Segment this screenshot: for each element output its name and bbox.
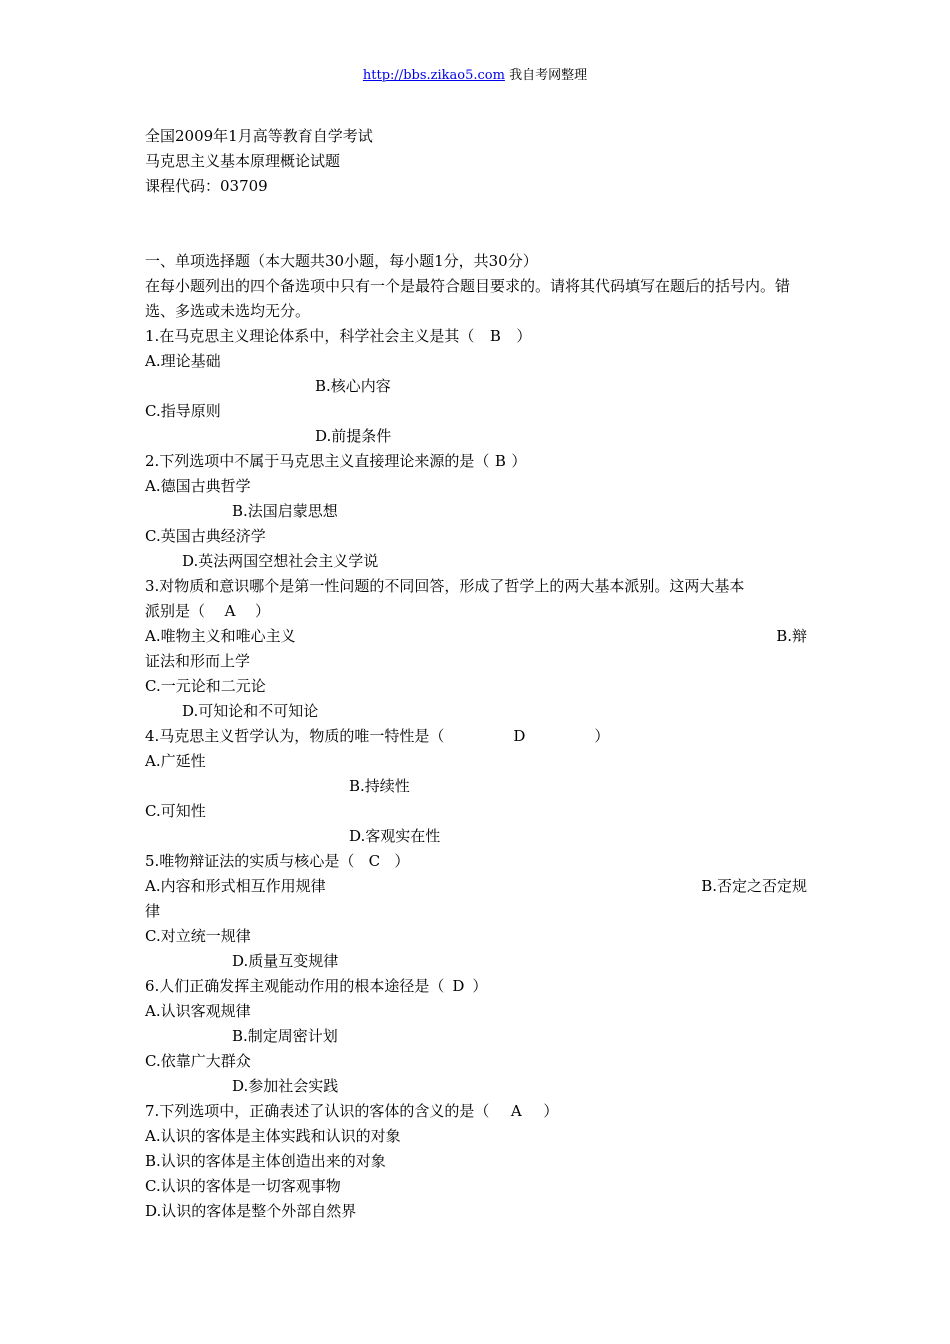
question-5-option-a: A.内容和形式相互作用规律 bbox=[145, 877, 326, 895]
question-5-option-c: C.对立统一规律 bbox=[145, 927, 251, 945]
subject-title: 马克思主义基本原理概论试题 bbox=[145, 152, 341, 170]
question-2-option-b: B.法国启蒙思想 bbox=[232, 502, 338, 520]
question-6-option-b: B.制定周密计划 bbox=[232, 1027, 338, 1045]
exam-document bbox=[145, 124, 807, 1224]
question-7-option-d: D.认识的客体是整个外部自然界 bbox=[145, 1202, 357, 1220]
question-7-stem: 7.下列选项中，正确表述了认识的客体的含义的是（ A ） bbox=[145, 1099, 807, 1124]
exam-title: 全国2009年1月高等教育自学考试 bbox=[145, 127, 373, 145]
course-code: 课程代码：03709 bbox=[145, 177, 268, 195]
answer-6: D bbox=[452, 977, 465, 995]
answer-5: C bbox=[368, 852, 381, 870]
page-header bbox=[0, 66, 950, 86]
question-6-option-c: C.依靠广大群众 bbox=[145, 1052, 251, 1070]
question-5-stem: 5.唯物辩证法的实质与核心是（ C ） bbox=[145, 849, 807, 874]
question-5-option-b-tail: 律 bbox=[145, 902, 161, 920]
section-instructions: 在每小题列出的四个备选项中只有一个是最符合题目要求的。请将其代码填写在题后的括号内。错选、多选或未选均无分。 bbox=[145, 277, 791, 320]
answer-7: A bbox=[510, 1102, 522, 1120]
answer-2: B bbox=[494, 452, 506, 470]
question-1-option-d: D.前提条件 bbox=[315, 427, 392, 445]
question-2-option-c: C.英国古典经济学 bbox=[145, 527, 266, 545]
answer-1: B bbox=[489, 327, 501, 345]
question-4-option-c: C.可知性 bbox=[145, 802, 206, 820]
question-3-option-d: D.可知论和不可知论 bbox=[182, 702, 319, 720]
question-3-stem-line1: 3.对物质和意识哪个是第一性问题的不同回答，形成了哲学上的两大基本派别。这两大基本 bbox=[145, 577, 745, 595]
question-7-option-a: A.认识的客体是主体实践和认识的对象 bbox=[145, 1127, 401, 1145]
question-6-option-d: D.参加社会实践 bbox=[232, 1077, 339, 1095]
question-1-option-a: A.理论基础 bbox=[145, 352, 221, 370]
section-heading: 一、单项选择题（本大题共30小题，每小题1分，共30分） bbox=[145, 252, 538, 270]
question-3-option-a: A.唯物主义和唯心主义 bbox=[145, 627, 296, 645]
answer-4: D bbox=[513, 727, 526, 745]
source-credit: 我自考网整理 bbox=[504, 68, 588, 83]
question-2-option-a: A.德国古典哲学 bbox=[145, 477, 251, 495]
question-3-option-row bbox=[145, 624, 807, 649]
question-3-option-c: C.一元论和二元论 bbox=[145, 677, 266, 695]
question-5-option-b-head: B.否定之否定规 bbox=[701, 877, 807, 895]
question-6-option-a: A.认识客观规律 bbox=[145, 1002, 251, 1020]
question-4-stem: 4.马克思主义哲学认为，物质的唯一特性是（ D ） bbox=[145, 724, 807, 749]
question-1-option-b: B.核心内容 bbox=[315, 377, 391, 395]
question-3-option-b-tail: 证法和形而上学 bbox=[145, 652, 251, 670]
question-4-option-d: D.客观实在性 bbox=[349, 827, 441, 845]
question-2-option-d: D.英法两国空想社会主义学说 bbox=[182, 552, 379, 570]
question-4-option-b: B.持续性 bbox=[349, 777, 410, 795]
question-3-stem-line2: 派别是（ A ） bbox=[145, 599, 807, 624]
source-link[interactable]: http://bbs.zikao5.com bbox=[362, 68, 505, 83]
question-5-option-d: D.质量互变规律 bbox=[232, 952, 339, 970]
question-4-option-a: A.广延性 bbox=[145, 752, 206, 770]
question-5-option-row bbox=[145, 874, 807, 899]
answer-3: A bbox=[224, 602, 236, 620]
question-1-stem: 1.在马克思主义理论体系中，科学社会主义是其（ B ） bbox=[145, 324, 807, 349]
question-7-option-b: B.认识的客体是主体创造出来的对象 bbox=[145, 1152, 386, 1170]
question-6-stem: 6.人们正确发挥主观能动作用的根本途径是（ D ） bbox=[145, 974, 807, 999]
question-2-stem: 2.下列选项中不属于马克思主义直接理论来源的是（ B ） bbox=[145, 449, 807, 474]
question-1-option-c: C.指导原则 bbox=[145, 402, 221, 420]
question-3-option-b-head: B.辩 bbox=[776, 627, 807, 645]
question-7-option-c: C.认识的客体是一切客观事物 bbox=[145, 1177, 341, 1195]
